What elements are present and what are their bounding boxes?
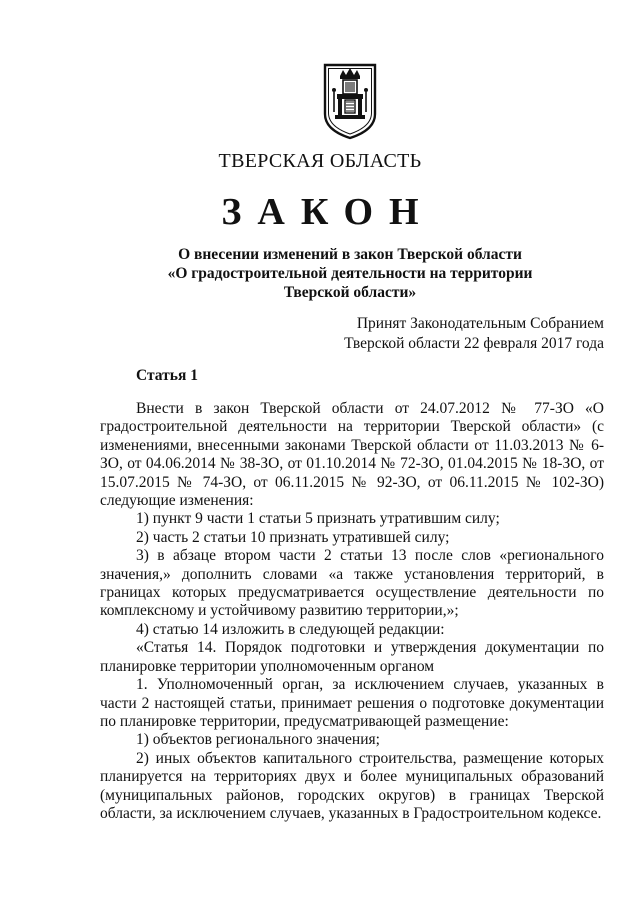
article-paragraph: 2) иных объектов капитального строительства, размещение которых планируется на территориях двух и более муниципальных образований (муниципальных районов, городских округов) в границах Тверской области, за исключением случаев, указанных в Градостроительном кодексе.: [100, 749, 604, 822]
adoption-note: [344, 314, 604, 354]
region-title: ТВЕРСКАЯ ОБЛАСТЬ: [218, 150, 422, 172]
law-subject-line: Тверской области»: [283, 284, 417, 301]
article-paragraph: Внести в закон Тверской области от 24.07.2012 № 77-ЗО «О градостроительной деятельности на территории Тверской области» (с изменениями, внесенными законами Тверской области от 11.03.2013 № 6-ЗО, от 04.06.2014 № 38-ЗО, от 01.10.2014 № 72-ЗО, 01.04.2015 № 18-ЗО, от 15.07.2015 № 74-ЗО, от 06.11.2015 № 92-ЗО, от 06.11.2015 № 102-ЗО) следующие изменения:: [100, 400, 604, 510]
law-subject: [120, 245, 580, 302]
article-title: Статья 1: [136, 367, 198, 384]
coat-of-arms-icon: [322, 62, 378, 140]
document-type-title: ЗАКОН: [221, 191, 435, 233]
adoption-line: Принят Законодательным Собранием: [356, 315, 604, 332]
adoption-line: Тверской области 22 февраля 2017 года: [344, 335, 604, 352]
article-paragraph: 4) статью 14 изложить в следующей редакции:: [136, 620, 445, 638]
article-paragraph: 1) объектов регионального значения;: [136, 731, 380, 749]
article-paragraph: 2) часть 2 статьи 10 признать утратившей силу;: [136, 528, 450, 546]
law-subject-line: О внесении изменений в закон Тверской области: [178, 246, 522, 263]
article-paragraph: 1. Уполномоченный орган, за исключением случаев, указанных в части 2 настоящей статьи, принимает решения о подготовке документации по планировке территории, предусматривающей размещение:: [100, 676, 604, 730]
article-paragraph: 1) пункт 9 части 1 статьи 5 признать утратившим силу;: [136, 510, 500, 528]
article-body: [100, 400, 604, 823]
article-paragraph: 3) в абзаце втором части 2 статьи 13 после слов «регионального значения,» дополнить словами «а также установления территорий, в границах которых предусматривается осуществление деятельности по комплексному и устойчивому развитию территории,»;: [100, 547, 604, 620]
article-paragraph: «Статья 14. Порядок подготовки и утверждения документации по планировке территории уполномоченным органом: [100, 639, 604, 675]
law-subject-line: «О градостроительной деятельности на территории: [167, 265, 533, 282]
